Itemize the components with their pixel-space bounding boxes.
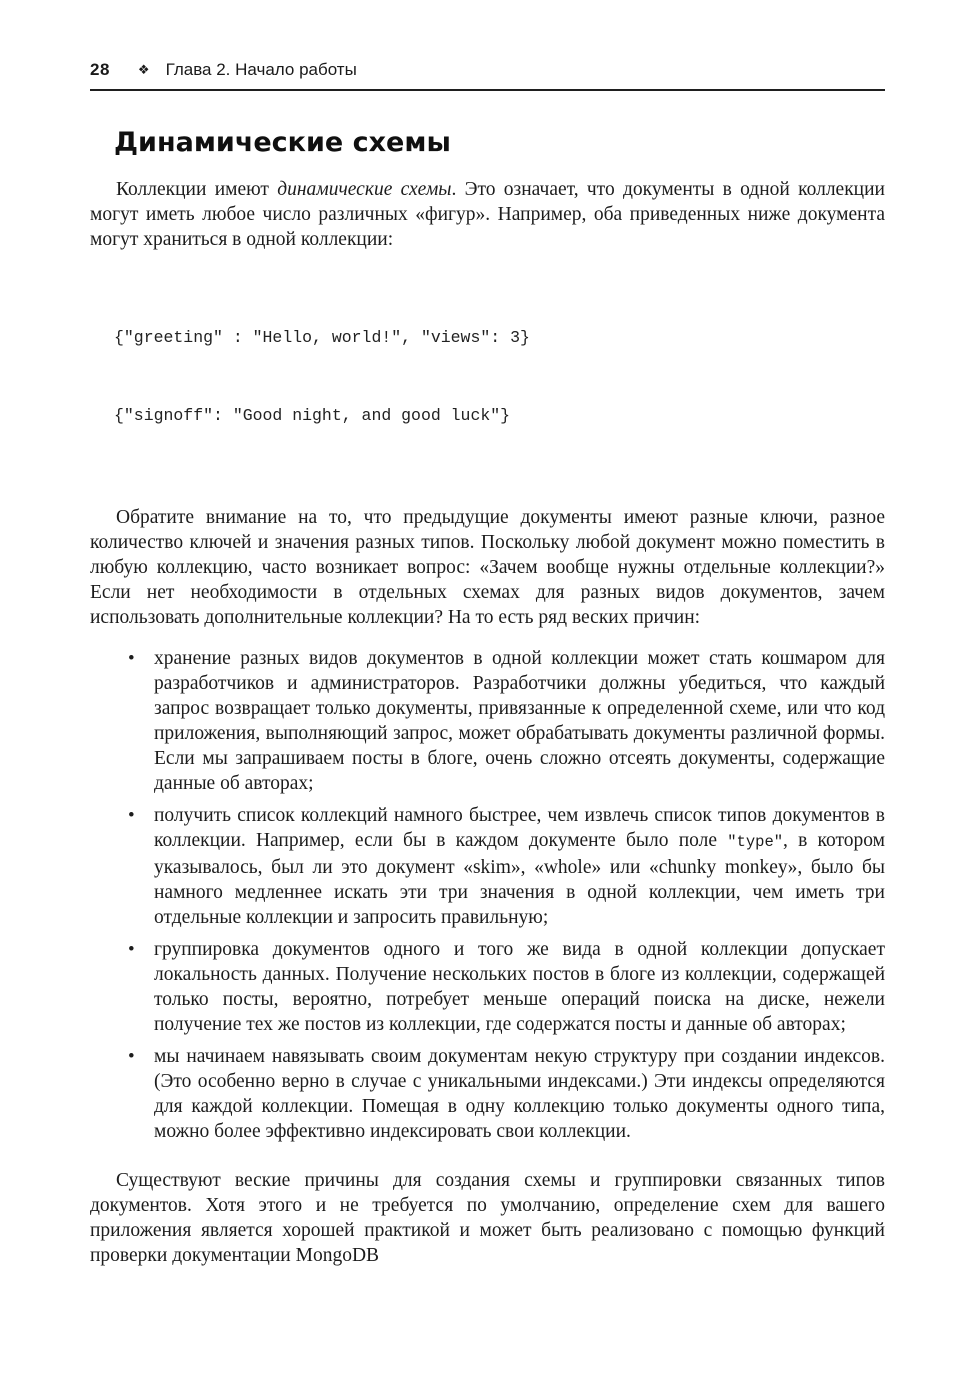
text-run: . Это означает, что документы в одной коллекции могут иметь любое число различных «фигур». Например, оба приведенных ниже документа могут храниться в одной коллекции: [90, 179, 885, 250]
page-header [90, 60, 885, 89]
chapter-title: Глава 2. Начало работы [165, 60, 357, 79]
list-item [90, 803, 885, 930]
text-run: хранение разных видов документов в одной коллекции может стать кошмаром для разработчиков и администраторов. Разработчики должны убедиться, что каждый запрос возвращает только документы, привязанные к определенной схеме, или что код приложения, выполняющий запрос, может обрабатывать документы различной формы. Если мы запрашиваем посты в блоге, очень сложно отсеять документы, содержащие данные об авторах; [154, 648, 885, 794]
paragraph-explanation: Обратите внимание на то, что предыдущие документы имеют разные ключи, разное количество ключей и значения разных типов. Поскольку любой документ можно поместить в любую коллекцию, часто возникает вопрос: «Зачем вообще нужны отдельные коллекции?» Если нет необходимости в отдельных схемах для разных видов документов, зачем использовать дополнительные коллекции? На то есть ряд веских причин: [90, 507, 885, 628]
text-run: , в котором указывалось, был ли это документ «skim», «whole» или «chunky monkey», было бы намного медленнее искать эти три значения в одной коллекции, чем иметь три отдельные коллекции и запросить правильную; [154, 830, 885, 928]
bullet-icon: • [128, 939, 135, 960]
diamond-icon: ❖ [137, 62, 150, 77]
list-item [90, 1044, 885, 1144]
code-line: {"signoff": "Good night, and good luck"} [114, 406, 511, 425]
inline-code: "type" [727, 833, 784, 851]
text-run: группировка документов одного и того же вида в одной коллекции допускает локальность данных. Получение нескольких постов в блоге из коллекции, содержащей только посты, вероятно, потребует меньше операций поиска на диске, нежели получение тех же постов из коллекции, где содержатся посты и данные об авторах; [154, 939, 885, 1035]
bullet-icon: • [128, 1046, 135, 1067]
paragraph-intro [90, 177, 885, 252]
bullet-list [90, 646, 885, 1144]
list-item [90, 646, 885, 796]
header-rule [90, 89, 885, 91]
page-number: 28 [90, 60, 110, 79]
code-block [114, 273, 885, 481]
list-item [90, 937, 885, 1037]
emphasis-run: динамические схемы [277, 179, 452, 200]
page-body [90, 127, 885, 1268]
text-run: мы начинаем навязывать своим документам некую структуру при создании индексов. (Это особенно верно в случае с уникальными индексами.) Эти индексы определяются для каждой коллекции. Помещая в одну коллекцию только документы одного типа, можно более эффективно индексировать свои коллекции. [154, 1046, 885, 1142]
paragraph-closing: Существуют веские причины для создания схемы и группировки связанных типов документов. Хотя этого и не требуется по умолчанию, определение схем для вашего приложения является хорошей практикой и может быть реализовано с помощью функций проверки документации MongoDB [90, 1170, 885, 1266]
bullet-icon: • [128, 805, 135, 826]
code-line: {"greeting" : "Hello, world!", "views": 3} [114, 328, 530, 347]
bullet-icon: • [128, 648, 135, 669]
section-title: Динамические схемы [114, 127, 451, 158]
text-run: получить список коллекций намного быстрее, чем извлечь список типов документов в коллекции. Например, если бы в каждом документе было поле [154, 805, 885, 851]
text-run: Коллекции имеют [116, 179, 278, 200]
